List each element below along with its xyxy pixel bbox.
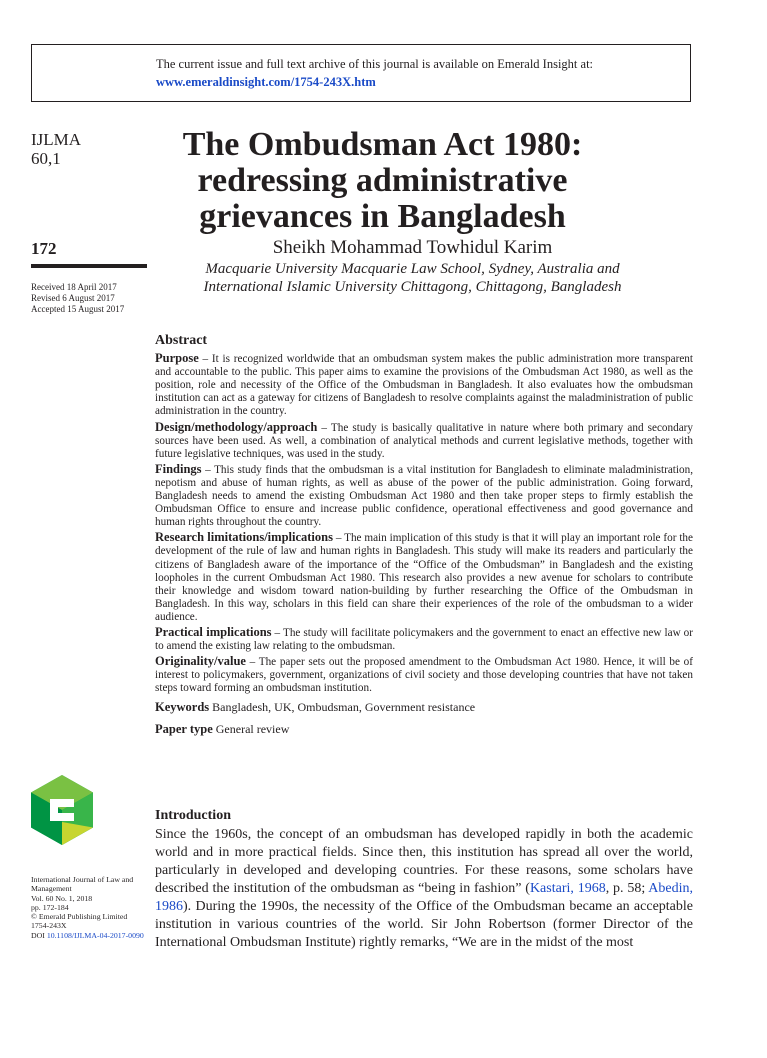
- journal-abbrev-block: [31, 130, 81, 168]
- author-affiliation: [165, 260, 660, 296]
- papertype-text: General review: [212, 721, 290, 736]
- practical-text: – The study will facilitate policymakers and the government to enact an effective new law or to amend the existing law relating to the ombudsman.: [155, 626, 693, 653]
- journal-volume: 60,1: [31, 149, 61, 168]
- practical-label: Practical implications: [155, 624, 272, 639]
- citation-abedin-link[interactable]: Abedin, 1986: [155, 881, 694, 914]
- intro-text-1: Since the 1960s, the concept of an ombudsman has developed rapidly in both the academic world and in more practical fields. Since then, this institution has spread all over the world, particularly in developed and developing countries. For these reasons, some scholars have described the institution of the ombudsman as “being in fashion” (: [155, 827, 693, 896]
- intro-text-3: ). During the 1990s, the necessity of the Office of the Ombudsman became an acceptable institution in various countries of the world. Sir John Robertson (former Director of the International Ombudsman Institute) rightly remarks, “We are in the midst of the most: [155, 899, 693, 950]
- journal-url-link[interactable]: www.emeraldinsight.com/1754-243X.htm: [156, 75, 376, 89]
- doi-link[interactable]: 10.1108/IJLMA-04-2017-0090: [46, 930, 144, 940]
- journal-pages: pp. 172-184: [31, 902, 69, 912]
- abstract-originality: [155, 655, 693, 695]
- abstract-design: [155, 421, 693, 461]
- introduction-section: [155, 808, 693, 952]
- findings-text: – This study finds that the ombudsman is a vital institution for Bangladesh to eliminate maladministration, nepotism and abuse of human rights, as well as abuse of the power of the public administration. Going forward, Bangladesh needs to amend the existing Ombudsman Act 1980 and then take proper steps to firmly establish the Ombudsman Office to ensure and increase public confidence, operational effectiveness and good governance and human rights throughout the country.: [155, 463, 693, 529]
- papertype-label: Paper type: [155, 721, 213, 736]
- research-label: Research limitations/implications: [155, 530, 333, 545]
- abstract-practical: [155, 626, 693, 653]
- affiliation-line-1: Macquarie University Macquarie Law School, Sydney, Australia and: [205, 261, 620, 277]
- abstract: [155, 334, 693, 738]
- originality-label: Originality/value: [155, 654, 246, 669]
- archive-notice-text: The current issue and full text archive of this journal is available on Emerald Insight at:: [156, 57, 594, 71]
- doi-label: DOI: [31, 930, 47, 940]
- abstract-research: [155, 531, 693, 624]
- abstract-purpose: [155, 352, 693, 418]
- abstract-findings: [155, 463, 693, 529]
- keywords-label: Keywords: [155, 700, 210, 715]
- purpose-text: – It is recognized worldwide that an ombudsman system makes the public administration more transparent and accountable to the public. This paper aims to examine the provisions of the Ombudsman Act 1980, as well as the position, role and necessity of the Office of the Ombudsman in Bangladesh. It also evaluates how the ombudsman institution can act as a gateway for citizens of Bangladesh to resolve complaints against the maladministration of public administration in the country.: [155, 353, 693, 418]
- accepted-date: Accepted 15 August 2017: [31, 304, 125, 314]
- revised-date: Revised 6 August 2017: [31, 293, 115, 303]
- article-title: [170, 127, 595, 235]
- journal-doi: [31, 931, 151, 940]
- journal-info: [31, 875, 151, 940]
- research-text: – The main implication of this study is that it will play an important role for the development of the rule of law and human rights in Bangladesh. This study will make its readers and particularly the citizens of Bangladesh aware of the importance of the “Office of the Ombudsman” in Bangladesh and the existing loopholes in the current Ombudsman Act 1980. This research also provides a new avenue for scholars to contribute their knowledge and wisdom toward nation-building by further researching the Office of the Ombudsman in Bangladesh. In this way, scholars in this field can share their experiences of the role of the ombudsman to a wider audience.: [155, 532, 693, 623]
- design-label: Design/methodology/approach: [155, 419, 318, 434]
- keywords: [155, 701, 693, 714]
- journal-vol: Vol. 60 No. 1, 2018: [31, 893, 93, 903]
- margin-rule: [31, 264, 147, 268]
- intro-paragraph: [155, 826, 693, 952]
- citation-kastari-link[interactable]: Kastari, 1968: [529, 881, 606, 896]
- journal-publisher: © Emerald Publishing Limited: [31, 912, 128, 922]
- originality-text: – The paper sets out the proposed amendment to the Ombudsman Act 1980. Hence, it will be of interest to policymakers, government, organizations of civil society and those developing countries that have not taken steps toward forming an ombudsman institution.: [155, 656, 693, 695]
- title-line-2: redressing administrative: [197, 162, 568, 199]
- journal-abbrev: IJLMA: [31, 130, 82, 149]
- page-number: 172: [31, 239, 57, 258]
- journal-name: International Journal of Law and Management: [31, 875, 134, 894]
- keywords-text: Bangladesh, UK, Ombudsman, Government resistance: [209, 700, 476, 715]
- findings-label: Findings: [155, 461, 202, 476]
- archive-notice-box: [31, 44, 691, 102]
- abstract-heading: Abstract: [155, 333, 208, 348]
- purpose-label: Purpose: [155, 351, 199, 366]
- intro-text-2: , p. 58;: [605, 881, 649, 896]
- article-dates: [31, 282, 124, 315]
- title-line-3: grievances in Bangladesh: [199, 198, 566, 235]
- affiliation-line-2: International Islamic University Chittagong, Chittagong, Bangladesh: [203, 279, 622, 295]
- author-name: Sheikh Mohammad Towhidul Karim: [272, 237, 553, 258]
- design-text: – The study is basically qualitative in nature where both primary and secondary sources have been used. As well, a combination of analytical methods and current legislative methods, together with future legislative techniques, was used in the study.: [155, 421, 693, 460]
- paper-type: [155, 723, 693, 736]
- received-date: Received 18 April 2017: [31, 282, 117, 292]
- intro-heading: Introduction: [155, 808, 231, 823]
- emerald-logo-icon: [31, 775, 93, 845]
- journal-issn: 1754-243X: [31, 921, 67, 931]
- title-line-1: The Ombudsman Act 1980:: [182, 126, 583, 163]
